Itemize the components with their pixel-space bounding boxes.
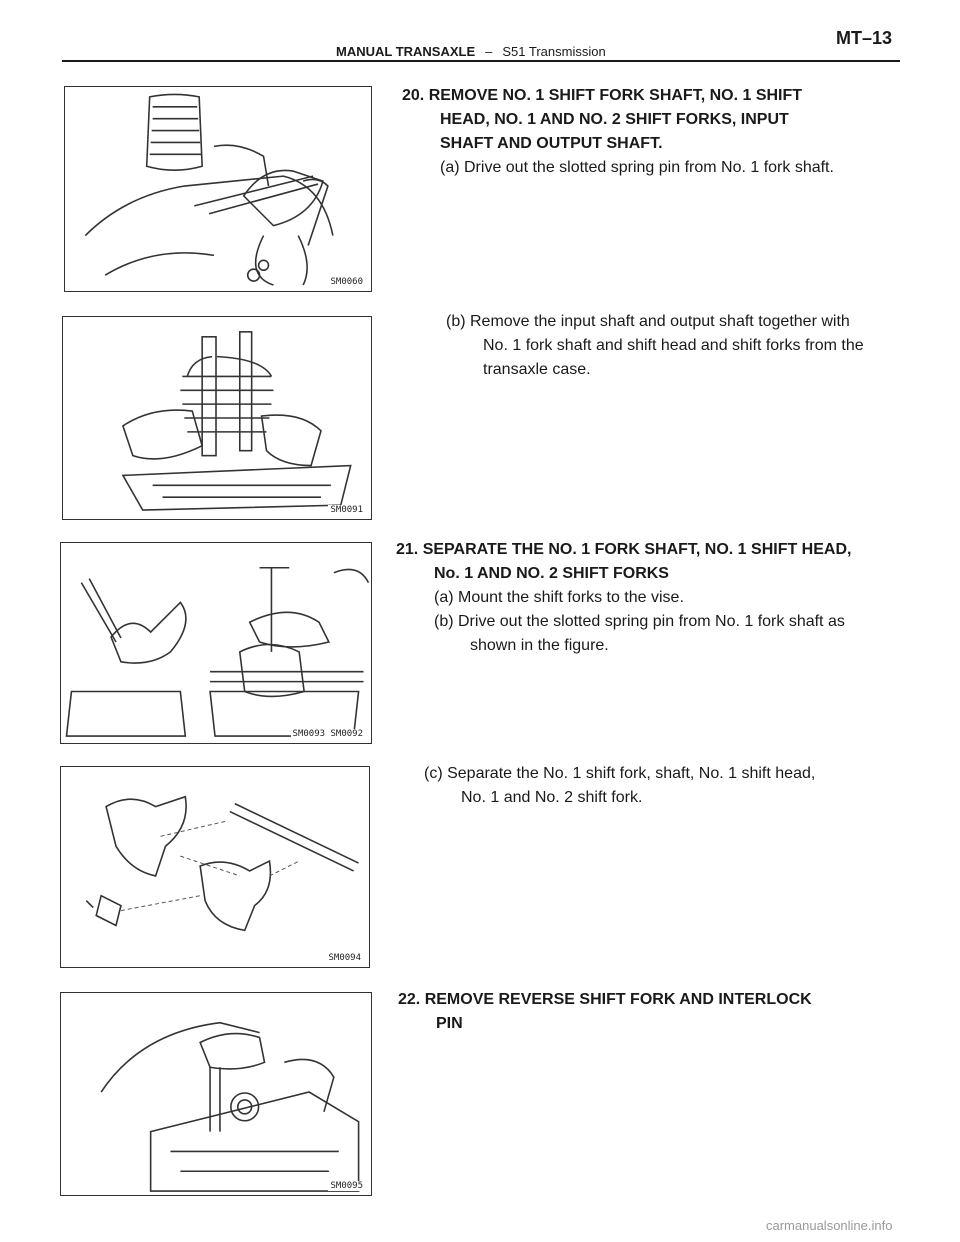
step-22 bbox=[398, 988, 918, 1036]
step-20-substep-a: (a) Drive out the slotted spring pin from No. 1 fork shaft. bbox=[440, 159, 834, 176]
step-20-substep-b bbox=[446, 310, 914, 382]
page-number: MT–13 bbox=[836, 28, 893, 48]
step-20-b-line1: (b) Remove the input shaft and output shaft together with bbox=[446, 313, 850, 330]
step-21-c-line1: (c) Separate the No. 1 shift fork, shaft, No. 1 shift head, bbox=[424, 765, 816, 782]
step-21-heading-line1: 21. SEPARATE THE NO. 1 FORK SHAFT, NO. 1 SHIFT HEAD, bbox=[396, 541, 852, 558]
figure-code: SM0093 SM0092 bbox=[292, 729, 363, 739]
section-title: MANUAL TRANSAXLE bbox=[336, 44, 476, 59]
step-20-b-line3: transaxle case. bbox=[483, 361, 591, 378]
step-21 bbox=[396, 538, 936, 658]
step-22-heading-line2: PIN bbox=[436, 1015, 463, 1032]
illustration-reverse-fork bbox=[61, 993, 371, 1195]
step-20 bbox=[402, 84, 922, 180]
step-21-substep-c bbox=[424, 762, 904, 810]
step-20-heading-line2: HEAD, NO. 1 AND NO. 2 SHIFT FORKS, INPUT bbox=[440, 111, 789, 128]
figure-drive-pin-fork-shaft bbox=[64, 86, 372, 292]
watermark: carmanualsonline.info bbox=[766, 1218, 893, 1233]
figure-exploded-forks bbox=[60, 766, 370, 968]
step-20-heading-line1: 20. REMOVE NO. 1 SHIFT FORK SHAFT, NO. 1 SHIFT bbox=[402, 87, 803, 104]
running-header bbox=[336, 44, 606, 59]
step-21-c-line2: No. 1 and No. 2 shift fork. bbox=[461, 789, 643, 806]
step-21-substep-b-line2: shown in the figure. bbox=[470, 637, 609, 654]
header-rule bbox=[62, 60, 900, 62]
figure-separate-forks-vise bbox=[60, 542, 372, 744]
step-22-heading-line1: 22. REMOVE REVERSE SHIFT FORK AND INTERLOCK bbox=[398, 991, 812, 1008]
step-21-substep-a: (a) Mount the shift forks to the vise. bbox=[434, 589, 684, 606]
step-21-substep-b-line1: (b) Drive out the slotted spring pin from No. 1 fork shaft as bbox=[434, 613, 845, 630]
illustration-vise bbox=[61, 543, 371, 743]
illustration-remove-shafts bbox=[63, 317, 371, 519]
illustration-exploded bbox=[61, 767, 369, 967]
figure-code: SM0091 bbox=[330, 505, 363, 515]
subsection-title: S51 Transmission bbox=[502, 44, 606, 59]
step-20-heading-line3: SHAFT AND OUTPUT SHAFT. bbox=[440, 135, 663, 152]
figure-reverse-fork bbox=[60, 992, 372, 1196]
figure-code: SM0060 bbox=[330, 277, 363, 287]
step-21-heading-line2: No. 1 AND NO. 2 SHIFT FORKS bbox=[434, 565, 669, 582]
header-separator: – bbox=[485, 44, 493, 59]
illustration-drive-pin bbox=[65, 87, 371, 291]
figure-remove-shafts bbox=[62, 316, 372, 520]
step-20-b-line2: No. 1 fork shaft and shift head and shift forks from the bbox=[483, 337, 864, 354]
figure-code: SM0095 bbox=[330, 1181, 363, 1191]
figure-code: SM0094 bbox=[328, 953, 361, 963]
